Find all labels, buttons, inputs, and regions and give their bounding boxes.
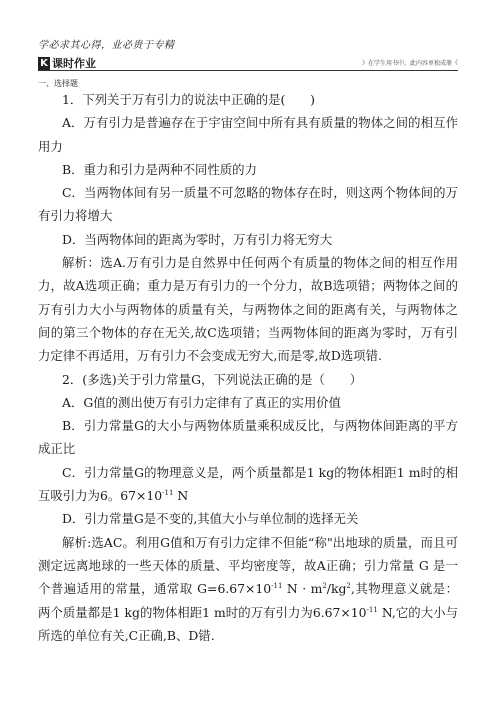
header-note: 》在学生用书中，此内容单独成册《 [361,60,458,67]
q2-analysis-part1: 解析:选AC。利用G值和万有引力定律不但能“称"出地球的质量，而且可测定远离地球的一些天体的质量、平均密度等，故A正确；引力常量 G 是一个普遍适用的常量，通常取 G=6.67×10 [38,534,458,597]
q2-option-c-unit: N [173,488,189,504]
q1-option-d: D．当两物体间的距离为零时，万有引力将无穷大 [62,231,333,247]
k-logo-icon: K [38,57,50,70]
q1-option-b: B．重力和引力是两种不同性质的力 [62,161,257,177]
q2-option-d: D．引力常量G是不变的,其值大小与单位制的选择无关 [62,511,359,527]
q2-option-c-text: C．引力常量G的物理意义是，两个质量都是1 kg的物体相距1 m时的相互吸引力为6。67×10 [38,464,458,504]
q2-option-c [38,461,458,508]
q1-option-c: C．当两物体间有另一质量不可忽略的物体存在时，则这两个物体间的万有引力将增大 [38,185,458,224]
q1-analysis: 解析：选A.万有引力是自然界中任何两个有质量的物体之间的相互作用力，故A选项正确；重力是万有引力的一个分力，故B选项错；两物体之间的万有引力大小与两物体的质量有关，与两物体之间的距离有关，与两物体之间的第三个物体的存在无关,故C选项错；当两物体间的距离为零时，万有引力定律不再适用，万有引力不会变成无穷大,而是零,故D选项错. [38,255,458,364]
q2-analysis-part2: N · m [282,581,323,597]
q1-stem: 1．下列关于万有引力的说法中正确的是( ) [62,92,315,107]
header-motto: 学必求其心得，业必贵于专精 [38,40,175,51]
q2-analysis-exp1: -11 [271,582,283,591]
section-label: 一、选择题 [38,79,78,88]
q2-analysis-part4: ,其物理意义就是：两个质量都是1 kg的物体相距1 m时的万有引力为6.67×10 [38,581,458,620]
q2-analysis [38,531,458,647]
page-header [38,56,458,72]
q2-option-b: B．引力常量G的大小与两物体质量乘积成反比，与两物体间距离的平方成正比 [38,418,458,457]
q2-analysis-exp3: 2 [346,582,351,591]
q2-analysis-exp4: -11 [366,605,378,614]
question-content [38,88,458,647]
q2-analysis-exp2: 2 [322,582,327,591]
header-badge [38,56,96,70]
header-title: 课时作业 [52,57,96,70]
q1-option-a: A．万有引力是普遍存在于宇宙空间中所有具有质量的物体之间的相互作用力 [38,115,458,154]
q2-stem: 2．(多选)关于引力常量G，下列说法正确的是（ ） [62,371,363,387]
q2-analysis-part5: N,它的大小与所选的单位有关,C正确,B、D错. [38,604,458,643]
q2-option-c-exponent: -11 [162,488,174,497]
q2-option-a: A．G值的测出使万有引力定律有了真正的实用价值 [62,394,342,410]
q2-analysis-part3: /kg [326,581,347,597]
header-divider [38,70,458,71]
